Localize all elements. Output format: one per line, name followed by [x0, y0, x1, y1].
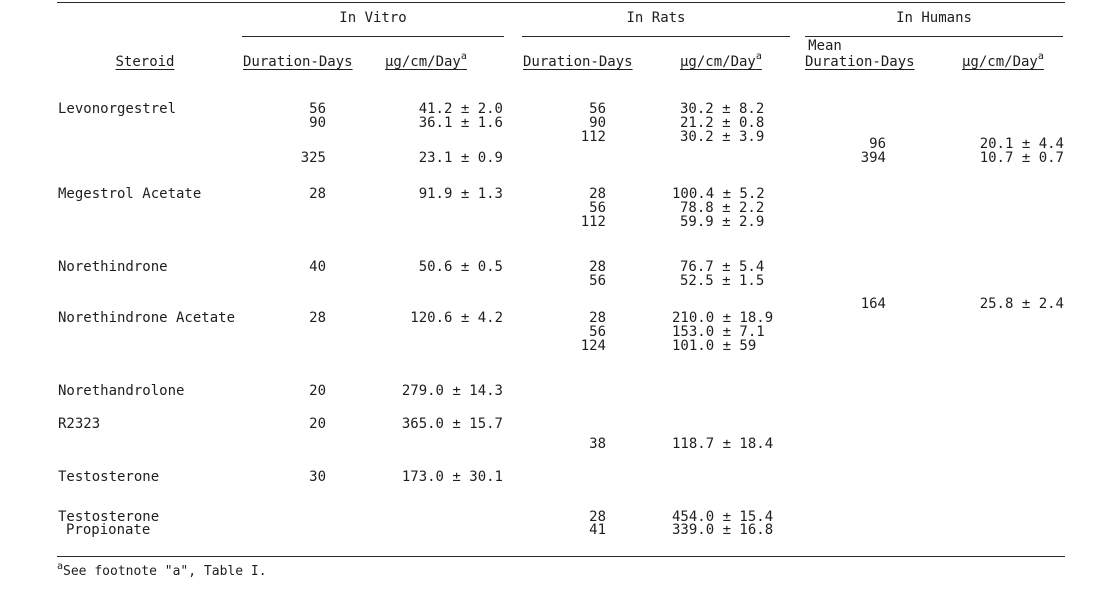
- steroid-name: Levonorgestrel: [58, 101, 177, 117]
- vitro-duration: 56: [309, 101, 326, 117]
- column-header-vitro-days: Duration-Days: [243, 54, 353, 70]
- vitro-rate: 91.9 ± 1.3: [418, 186, 503, 202]
- steroid-name: Megestrol Acetate: [58, 186, 202, 202]
- vitro-rate: 120.6 ± 4.2: [410, 310, 503, 326]
- rats-duration: 90: [589, 115, 606, 131]
- column-header-humans-days-line2: Duration-Days: [805, 54, 915, 70]
- top-rule: [57, 2, 1065, 3]
- steroid-name: Norethandrolone: [58, 383, 185, 399]
- footnote-text: See footnote "a", Table I.: [63, 564, 267, 579]
- humans-rate: 10.7 ± 0.7: [979, 150, 1064, 166]
- vitro-rate: 41.2 ± 2.0: [418, 101, 503, 117]
- steroid-name: R2323: [58, 416, 101, 432]
- vitro-duration: 20: [309, 416, 326, 432]
- rats-rate: 100.4 ± 5.2: [672, 186, 765, 202]
- humans-rate: 25.8 ± 2.4: [979, 296, 1064, 312]
- rats-duration: 38: [589, 436, 606, 452]
- vitro-rate: 279.0 ± 14.3: [401, 383, 503, 399]
- rats-rate: 30.2 ± 3.9: [680, 129, 765, 145]
- rats-rate: 59.9 ± 2.9: [680, 214, 765, 230]
- humans-duration: 96: [869, 136, 886, 152]
- rats-duration: 28: [589, 509, 606, 525]
- bottom-rule: [57, 556, 1065, 557]
- rats-rate: 153.0 ± 7.1: [672, 324, 765, 340]
- column-header-rats-days: Duration-Days: [523, 54, 633, 70]
- column-header-humans-rate-footnote-mark: a: [1037, 51, 1044, 62]
- vitro-rate: 50.6 ± 0.5: [418, 259, 503, 275]
- group-header-in-vitro: In Vitro: [339, 10, 407, 26]
- column-header-rats-rate: [680, 51, 762, 70]
- rats-duration: 112: [580, 129, 606, 145]
- vitro-rate: 36.1 ± 1.6: [418, 115, 503, 131]
- column-header-steroid: Steroid: [115, 54, 175, 70]
- rats-rate: 76.7 ± 5.4: [680, 259, 765, 275]
- rats-rate: 78.8 ± 2.2: [680, 200, 765, 216]
- rats-group-rule: [522, 36, 790, 37]
- rats-rate: 101.0 ± 59: [672, 338, 757, 354]
- humans-duration: 164: [860, 296, 886, 312]
- rats-duration: 56: [589, 200, 606, 216]
- group-header-in-rats: In Rats: [626, 10, 686, 26]
- vitro-duration: 325: [300, 150, 326, 166]
- column-header-humans-rate-text: μg/cm/Day: [962, 54, 1038, 70]
- vitro-duration: 28: [309, 186, 326, 202]
- steroid-name: Testosterone: [58, 509, 160, 525]
- vitro-duration: 20: [309, 383, 326, 399]
- rats-rate: 30.2 ± 8.2: [680, 101, 765, 117]
- steroid-name: Norethindrone Acetate: [58, 310, 236, 326]
- humans-rate: 20.1 ± 4.4: [979, 136, 1064, 152]
- vitro-rate: 23.1 ± 0.9: [418, 150, 503, 166]
- rats-rate: 454.0 ± 15.4: [672, 509, 774, 525]
- rats-duration: 112: [580, 214, 606, 230]
- column-header-humans-rate: [962, 51, 1044, 70]
- group-header-in-humans: In Humans: [896, 10, 972, 26]
- column-header-humans-days-line1: Mean: [808, 38, 842, 54]
- rats-duration: 41: [589, 522, 606, 538]
- steroid-name: Testosterone: [58, 469, 160, 485]
- rats-rate: 210.0 ± 18.9: [672, 310, 774, 326]
- rats-rate: 52.5 ± 1.5: [680, 273, 765, 289]
- humans-duration: 394: [860, 150, 886, 166]
- vitro-duration: 28: [309, 310, 326, 326]
- footnote: [57, 561, 267, 580]
- vitro-group-rule: [242, 36, 504, 37]
- footnote-mark: a: [57, 561, 64, 572]
- column-header-rats-rate-text: μg/cm/Day: [680, 54, 756, 70]
- vitro-rate: 173.0 ± 30.1: [401, 469, 503, 485]
- rats-duration: 28: [589, 310, 606, 326]
- column-header-vitro-rate-text: μg/cm/Day: [385, 54, 461, 70]
- rats-duration: 28: [589, 259, 606, 275]
- vitro-duration: 40: [309, 259, 326, 275]
- column-header-vitro-rate: [385, 51, 467, 70]
- rats-rate: 21.2 ± 0.8: [680, 115, 765, 131]
- vitro-duration: 30: [309, 469, 326, 485]
- humans-group-rule: [805, 36, 1063, 37]
- vitro-rate: 365.0 ± 15.7: [401, 416, 503, 432]
- steroid-name: Norethindrone: [58, 259, 168, 275]
- vitro-duration: 90: [309, 115, 326, 131]
- rats-rate: 118.7 ± 18.4: [672, 436, 774, 452]
- rats-duration: 28: [589, 186, 606, 202]
- column-header-rats-rate-footnote-mark: a: [755, 51, 762, 62]
- rats-duration: 56: [589, 101, 606, 117]
- steroid-name-continued: Propionate: [66, 522, 151, 538]
- rats-duration: 124: [580, 338, 606, 354]
- rats-duration: 56: [589, 324, 606, 340]
- column-header-vitro-rate-footnote-mark: a: [460, 51, 467, 62]
- rats-rate: 339.0 ± 16.8: [672, 522, 774, 538]
- rats-duration: 56: [589, 273, 606, 289]
